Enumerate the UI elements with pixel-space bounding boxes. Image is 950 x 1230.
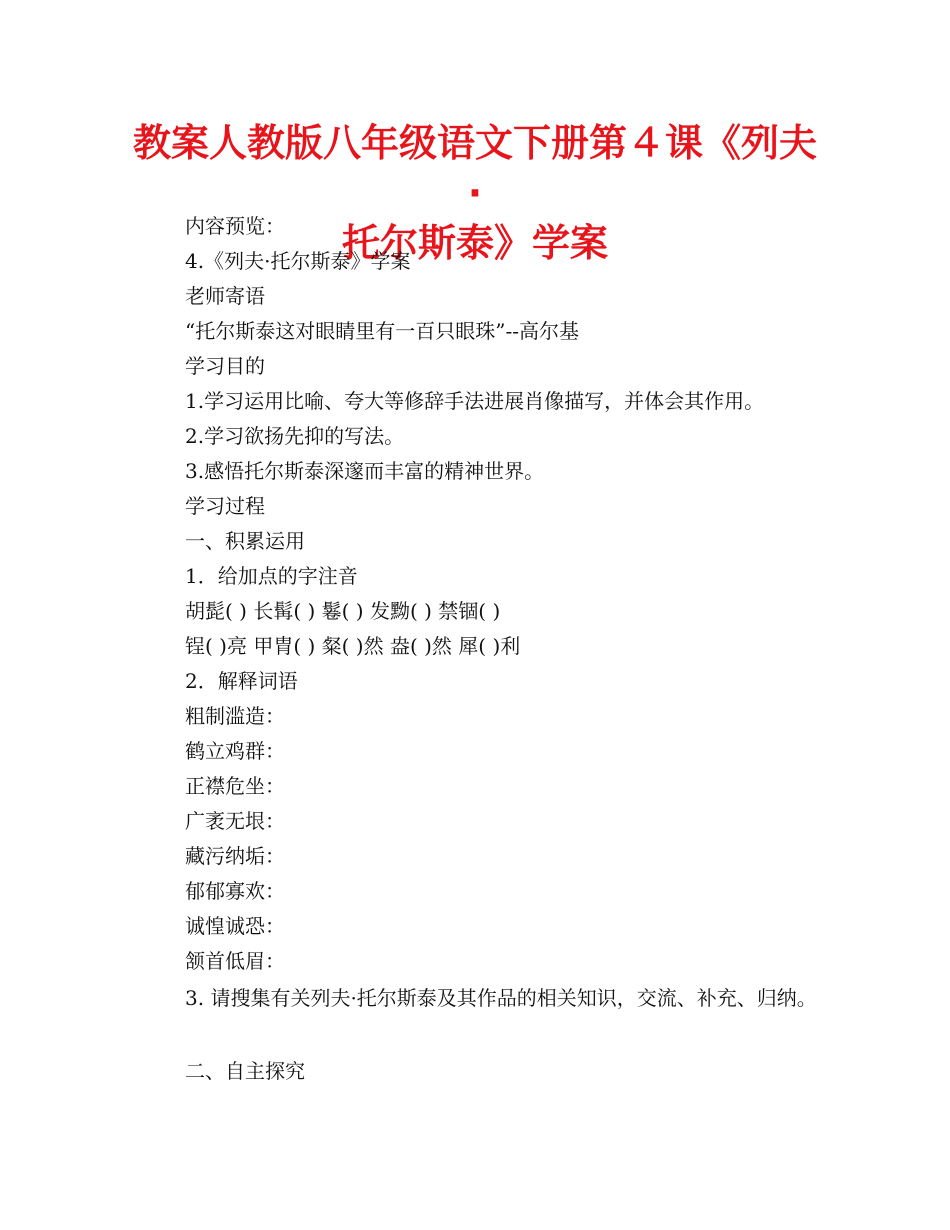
line-term-3: 正襟危坐： xyxy=(185,774,285,798)
line-goals-heading: 学习目的 xyxy=(185,354,265,378)
line-process-heading: 学习过程 xyxy=(185,494,265,518)
line-term-7: 诚惶诚恐： xyxy=(185,914,285,938)
line-term-4: 广袤无垠： xyxy=(185,809,285,833)
line-term-8: 颔首低眉： xyxy=(185,949,285,973)
line-task-1: 1．给加点的字注音 xyxy=(185,564,358,588)
line-quote: “托尔斯泰这对眼睛里有一百只眼珠”--高尔基 xyxy=(185,319,579,343)
line-goal-1: 1.学习运用比喻、夸大等修辞手法进展肖像描写，并体会其作用。 xyxy=(185,389,765,413)
line-task-2: 2．解释词语 xyxy=(185,669,298,693)
title-line-2: 托尔斯泰》学案 xyxy=(341,221,608,265)
line-term-2: 鹤立鸡群： xyxy=(185,739,285,763)
line-goal-2: 2.学习欲扬先抑的写法。 xyxy=(185,424,405,448)
line-section-1-heading: 一、积累运用 xyxy=(185,529,305,553)
line-content-preview: 内容预览： xyxy=(185,214,285,238)
line-lesson-title: 4.《列夫·托尔斯泰》学案 xyxy=(185,249,411,273)
line-teacher-message-heading: 老师寄语 xyxy=(185,284,265,308)
line-section-2-heading: 二、自主探究 xyxy=(185,1059,305,1083)
line-pinyin-row-2: 锃( )亮 甲胄( ) 粲( )然 盎( )然 犀( )利 xyxy=(185,634,521,658)
line-goal-3: 3.感悟托尔斯泰深邃而丰富的精神世界。 xyxy=(185,459,545,483)
line-term-1: 粗制滥造： xyxy=(185,704,285,728)
line-pinyin-row-1: 胡髭( ) 长髯( ) 鬈( ) 发黝( ) 禁锢( ) xyxy=(185,599,501,623)
title-line-1: 教案人教版八年级语文下册第４课《列夫· xyxy=(132,121,817,215)
line-term-5: 藏污纳垢： xyxy=(185,844,285,868)
line-term-6: 郁郁寡欢： xyxy=(185,879,285,903)
paragraph-task-3: 3. 请搜集有关列夫·托尔斯泰及其作品的相关知识，交流、补充、归纳。 xyxy=(185,986,817,1010)
